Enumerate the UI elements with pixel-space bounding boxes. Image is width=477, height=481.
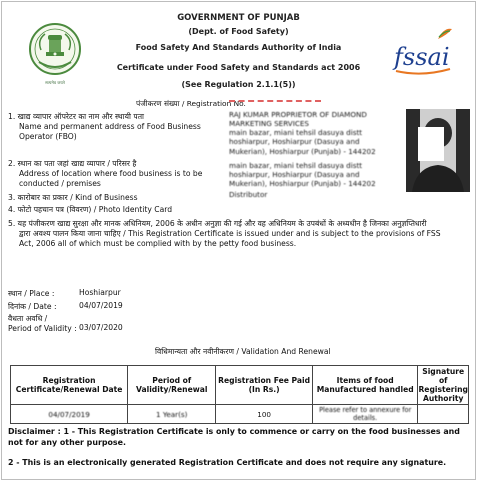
disclaimer-2: 2 - This is an electronically generated Registration Certificate and does not require any signature. — [8, 458, 447, 467]
statement-line-1: 5. यह पंजीकरण खाद्य सुरक्षा और मानक अधिनियम, 2006 के अधीन अनुज्ञा की गई और वह अधिनियम के उपबंधों के अध्यधीन है जिनका अनुज्ञप्तिधारी — [8, 219, 427, 228]
applicant-photo — [406, 109, 470, 192]
field-4-photo-id: 4. फोटो पहचान पत्र (विवरण) / Photo Identity Card — [8, 205, 173, 214]
cell-period-validity: 1 Year(s) — [128, 405, 216, 424]
government-title: GOVERNMENT OF PUNJAB — [177, 13, 300, 23]
kind-of-business-value: Distributor — [229, 190, 268, 199]
header-items-of-food: Items of food Manufactured handled — [312, 366, 418, 405]
premises-address-line3: Mukerian), Hoshiarpur (Punjab) - 144202 — [229, 179, 376, 188]
header-signature: Signature of Registering Authority — [418, 367, 468, 403]
cell-signature — [418, 405, 469, 424]
validity-value: 03/07/2020 — [79, 323, 123, 332]
certificate-title: Certificate under Food Safety and Standards act 2006 — [116, 63, 361, 72]
fbo-name-line1: RAJ KUMAR PROPRIETOR OF DIAMOND — [229, 110, 367, 119]
field-1-english-1: Name and permanent address of Food Business — [19, 122, 201, 131]
disclaimer-1: Disclaimer : 1 - This Registration Certificate is only to commence or carry on the food businesses and not for any other purpose. — [8, 427, 460, 447]
premises-address-line1: main bazar, miani tehsil dasuya distt — [229, 161, 363, 170]
regulation-title: (See Regulation 2.1.1(5)) — [181, 80, 296, 89]
place-label: स्थान / Place : — [8, 289, 55, 298]
header-period-validity: Period of Validity/Renewal — [128, 366, 216, 405]
place-value: Hoshiarpur — [79, 288, 121, 297]
validity-label-hindi: वैधता अवधि / — [8, 314, 48, 323]
validity-label: Period of Validity : — [8, 324, 77, 333]
registration-no-label: पंजीकरण संख्या / Registration No. — [136, 99, 246, 108]
field-1-hindi: 1. खाद्य व्यापार ऑपरेटर का नाम और स्थायी पता — [8, 112, 144, 121]
fbo-address-line1: main bazar, miani tehsil dasuya distt — [229, 128, 363, 137]
statement-line-3: Act, 2006 all of which must be complied with by the petty food business. — [19, 239, 297, 248]
cell-registration-date: 04/07/2019 — [11, 405, 128, 424]
statement-line-2: द्वारा अवश्य पालन किया जाना चाहिए / This Registration Certificate is issued under and is subject to the provisions of FSS — [19, 229, 441, 238]
emblem-caption: सत्यमेव जयते — [45, 80, 65, 85]
registration-no-redacted — [229, 100, 321, 105]
field-3-kind-of-business: 3. कारोबार का प्रकार / Kind of Business — [8, 193, 138, 202]
fbo-address-line2: hoshiarpur, Hoshiarpur (Dasuya and — [229, 137, 360, 146]
field-1-english-2: Operator (FBO) — [19, 132, 77, 141]
fssai-logo — [392, 25, 454, 77]
validation-renewal-title: विधिमान्यता और नवीनीकरण / Validation And Renewal — [155, 347, 331, 356]
date-label: दिनांक / Date : — [8, 302, 57, 311]
fssai-logo-text: fssai — [394, 43, 450, 71]
field-2-hindi: 2. स्थान का पता जहां खाद्य व्यापार / परिसर है — [8, 159, 137, 168]
date-value: 04/07/2019 — [79, 301, 123, 310]
department-title: (Dept. of Food Safety) — [188, 27, 289, 36]
header-registration-date: Registration Certificate/Renewal Date — [11, 366, 128, 405]
cell-fee-paid: 100 — [216, 405, 313, 424]
validation-renewal-table — [10, 365, 469, 424]
field-2-english-2: conducted / premises — [19, 179, 101, 188]
table-header-row — [11, 366, 469, 405]
field-2-english-1: Address of location where food business is to be — [19, 169, 203, 178]
fbo-name-line2: MARKETING SERVICES — [229, 119, 309, 128]
cell-items-of-food: Please refer to annexure for details. — [312, 405, 418, 424]
header-fee-paid: Registration Fee Paid (In Rs.) — [216, 366, 313, 405]
authority-title: Food Safety And Standards Authority of India — [135, 43, 342, 52]
premises-address-line2: hoshiarpur, Hoshiarpur (Dasuya and — [229, 170, 360, 179]
fbo-address-line3: Mukerian), Hoshiarpur (Punjab) - 144202 — [229, 147, 376, 156]
table-row — [11, 405, 469, 424]
